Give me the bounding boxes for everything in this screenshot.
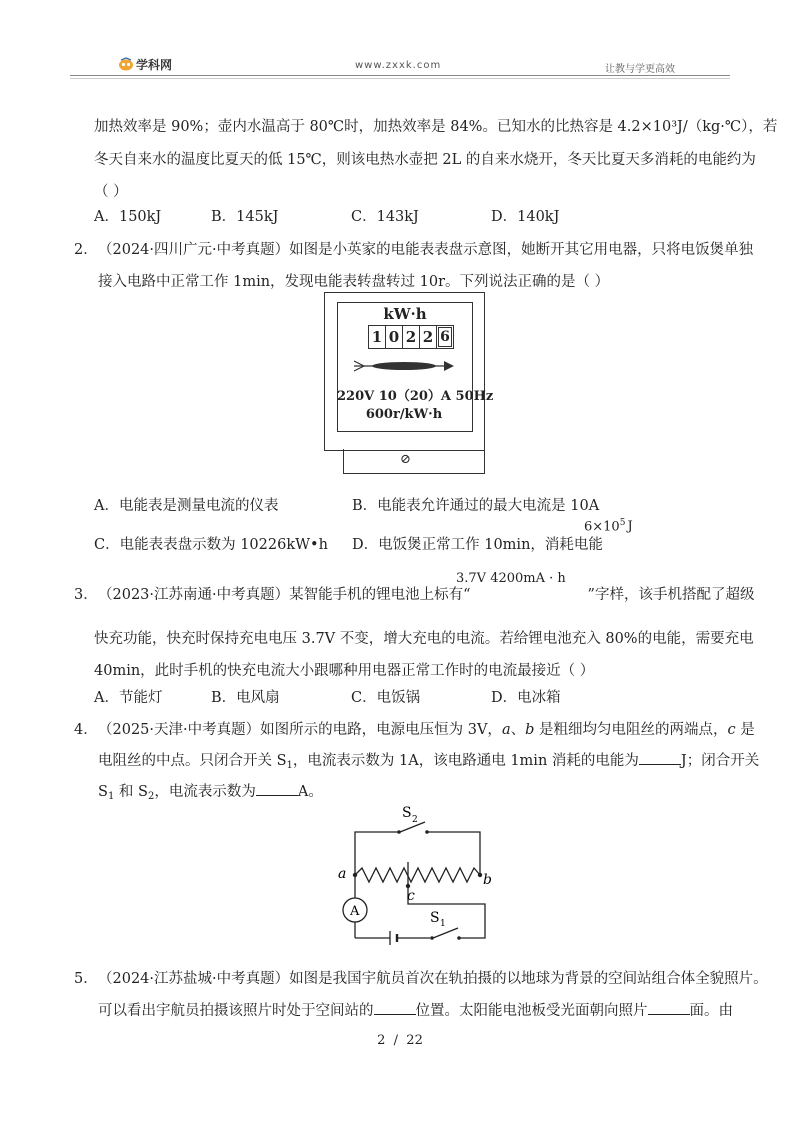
q5-line2-a: 可以看出宇航员拍摄该照片时处于空间站的: [98, 1003, 374, 1019]
q1-line1: 加热效率是 90%；壶内水温高于 80℃时，加热效率是 84%。已知水的比热容是 4.2×10³J/（kg·℃），若: [94, 119, 778, 135]
answer-blank-2[interactable]: [256, 781, 298, 796]
switch-pivot-dot: [425, 830, 429, 834]
meter-unit: kW·h: [383, 305, 427, 323]
label-a: a: [338, 866, 347, 882]
q2-option-d-formula: [584, 518, 633, 534]
q4-line3: [98, 780, 323, 802]
q1-option-d: D．140kJ: [491, 209, 560, 225]
subscript: 1: [107, 791, 115, 802]
resistor-icon: [355, 868, 480, 882]
meter-digit: 2: [420, 325, 437, 349]
q4-number: 4．: [74, 722, 98, 738]
q2-option-d-text: D．电饭煲正常工作 10min，消耗电能: [352, 537, 603, 553]
circuit-wire-bottom-right: [408, 886, 485, 938]
subscript: 1: [286, 760, 293, 771]
q1-option-a: A．150kJ: [94, 209, 162, 225]
label-c: c: [407, 888, 415, 904]
q4-line3-b: 和 S: [114, 784, 148, 800]
meter-digit: 6: [438, 327, 452, 347]
header-rule: [70, 75, 730, 76]
meter-digit: 2: [403, 325, 420, 349]
answer-blank-1[interactable]: [639, 750, 681, 765]
q3-option-b: B．电风扇: [211, 690, 280, 706]
q4-line2-c: J；闭合开关: [680, 753, 760, 769]
var-c: c: [727, 722, 736, 738]
header-slogan: 让教与学更高效: [605, 64, 675, 75]
node-dot: [478, 873, 482, 877]
q4-line2: [98, 749, 759, 771]
label-s2: S: [402, 805, 412, 821]
var-b: b: [525, 722, 535, 738]
q4-line3-d: A。: [297, 784, 323, 800]
meter-base: [343, 449, 485, 474]
q2-line1: （2024·四川广元·中考真题）如图是小英家的电能表表盘示意图，她断开其它用电器，只将电饭煲单独: [98, 242, 754, 258]
q4-line1-b: 是粗细均匀电阻丝的两端点，: [534, 722, 728, 738]
meter-digit: 0: [386, 325, 403, 349]
q1-line3: （ ）: [94, 184, 128, 200]
q4-line2-a: 电阻丝的中点。只闭合开关 S: [98, 753, 287, 769]
switch-pivot-dot: [457, 936, 461, 940]
separator: 、: [510, 722, 526, 738]
formula-base: 6×10: [584, 519, 620, 535]
q4-line3-c: ，电流表示数为: [154, 784, 256, 800]
s1-switch-icon: [433, 928, 458, 938]
q3-number: 3．: [74, 587, 98, 603]
q3-line2: 快充功能，快充时保持充电电压 3.7V 不变，增大充电的电流。若给锂电池充入 80%的电能，需要充电: [94, 631, 754, 647]
switch-pivot-dot: [397, 830, 401, 834]
subscript: 2: [147, 791, 155, 802]
q3-formula: 3.7V 4200mA · h: [456, 571, 566, 586]
q4-line1: [98, 718, 755, 739]
q2-number: 2．: [74, 242, 98, 258]
q1-line2: 冬天自来水的温度比夏天的低 15℃，则该电热水壶把 2L 的自来水烧开，冬天比夏天多消耗的电能约为: [94, 152, 756, 168]
meter-spec-1: 220V 10（20）A 50Hz: [337, 389, 494, 404]
label-s1-sub: 1: [440, 919, 446, 929]
label-b: b: [483, 872, 492, 888]
q5-line2-c: 面。由: [689, 1003, 733, 1019]
meter-digit-decimal: [437, 325, 454, 349]
node-dot: [353, 873, 357, 877]
q2-option-a: A．电能表是测量电流的仪表: [94, 498, 279, 514]
page-number: 2 / 22: [377, 1033, 423, 1048]
label-s1: S: [430, 910, 440, 926]
q4-line1-c: 是: [735, 722, 755, 738]
q5-line1: （2024·江苏盐城·中考真题）如图是我国宇航员首次在轨拍摄的以地球为背景的空间站组合体全貌照片。: [98, 971, 768, 987]
q1-option-c: C．143kJ: [351, 209, 419, 225]
q4-line1-a: （2025·天津·中考真题）如图所示的电路，电源电压恒为 3V，: [98, 722, 502, 738]
answer-blank-3[interactable]: [374, 1000, 416, 1015]
formula-exp: 5: [619, 518, 626, 528]
answer-blank-4[interactable]: [648, 1000, 690, 1015]
meter-rotor-icon: [352, 356, 456, 376]
meter-digit: 1: [368, 325, 386, 349]
q4-line2-b: ，电流表示数为 1A，该电路通电 1min 消耗的电能为: [292, 753, 639, 769]
q2-line2: 接入电路中正常工作 1min，发现电能表转盘转过 10r。下列说法正确的是（ ）: [98, 274, 610, 290]
header-rule-thin: [70, 78, 730, 79]
q5-line2: [98, 999, 733, 1020]
circuit-wire-top-right: [428, 832, 480, 875]
q2-option-d: [352, 533, 603, 554]
q1-option-b: B．145kJ: [211, 209, 279, 225]
label-s2-sub: 2: [412, 815, 418, 825]
meter-knob-icon: ⊘: [400, 452, 411, 467]
switch-pivot-dot: [430, 936, 434, 940]
formula-unit: J: [627, 519, 633, 535]
q3-option-d: D．电冰箱: [491, 690, 561, 706]
circuit-diagram: [330, 800, 510, 948]
logo-text: 学科网: [136, 57, 173, 72]
q2-option-b: B．电能表允许通过的最大电流是 10A: [352, 498, 600, 514]
q5-number: 5．: [74, 971, 98, 987]
q3-line1-b: ”字样，该手机搭配了超级: [587, 587, 755, 603]
q3-line3: 40min，此时手机的快充电流大小跟哪种用电器正常工作时的电流最接近（ ）: [94, 663, 595, 679]
q3-option-a: A．节能灯: [94, 690, 163, 706]
ammeter-label: A: [350, 904, 360, 919]
var-a: a: [501, 722, 511, 738]
meter-digits: [368, 325, 454, 349]
logo: [118, 56, 172, 72]
q3-option-c: C．电饭锅: [351, 690, 421, 706]
header-url: www.zxxk.com: [355, 60, 442, 71]
q4-line3-a: S: [98, 784, 108, 800]
q3-line1-a: （2023·江苏南通·中考真题）某智能手机的锂电池上标有“: [98, 587, 471, 603]
q2-option-c: C．电能表表盘示数为 10226kW•h: [94, 537, 328, 553]
meter-spec-2: 600r/kW·h: [365, 407, 443, 422]
logo-icon: [118, 57, 134, 71]
q5-line2-b: 位置。太阳能电池板受光面朝向照片: [415, 1003, 648, 1019]
q3-line1: [98, 583, 754, 604]
